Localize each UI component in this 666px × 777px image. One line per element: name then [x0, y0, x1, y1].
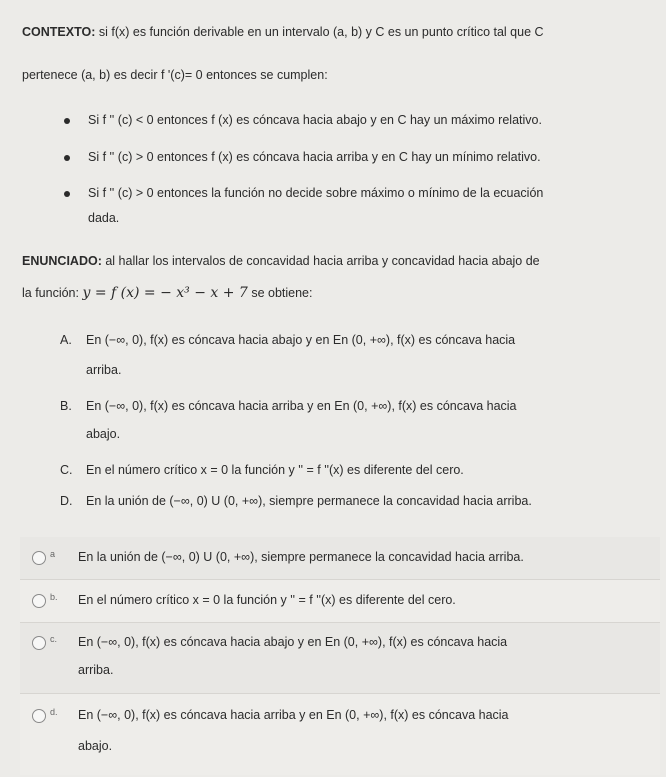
answer-option-d[interactable] — [20, 694, 660, 775]
statement-label: ENUNCIADO: — [22, 254, 102, 268]
option-a-letter: A. — [60, 333, 72, 347]
answer-choices — [20, 537, 660, 775]
context-bullet-3-cont: dada. — [88, 211, 120, 225]
statement-suffix: se obtiene: — [247, 286, 313, 300]
option-b-cont: abajo. — [86, 427, 121, 441]
answer-letter: b. — [50, 592, 58, 602]
bullet-dot — [64, 155, 70, 161]
statement-prefix: la función: — [22, 286, 83, 300]
answer-option-c[interactable] — [20, 623, 660, 694]
option-d-text: En la unión de (−∞, 0) U (0, +∞), siempre permanece la concavidad hacia arriba. — [86, 494, 532, 508]
option-a-text: En (−∞, 0), f(x) es cóncava hacia abajo y en En (0, +∞), f(x) es cóncava hacia — [86, 333, 516, 347]
function-expression: y = f (x) = − x³ − x + 7 — [82, 285, 248, 301]
answer-text-cont: abajo. — [78, 739, 113, 753]
radio-button[interactable] — [32, 551, 46, 565]
context-bullet-1: Si f '' (c) < 0 entonces f (x) es cóncava hacia abajo y en C hay un máximo relativo. — [88, 113, 542, 127]
option-a-cont: arriba. — [86, 363, 122, 377]
answer-option-b[interactable] — [20, 580, 660, 623]
answer-text: En la unión de (−∞, 0) U (0, +∞), siempre permanece la concavidad hacia arriba. — [78, 550, 524, 564]
answer-letter: a — [50, 549, 56, 559]
context-text-1: si f(x) es función derivable en un intervalo (a, b) y C es un punto crítico tal que C — [95, 25, 544, 39]
statement-line-2 — [22, 285, 312, 301]
answer-text-cont: arriba. — [78, 663, 114, 677]
context-line-1 — [22, 24, 544, 40]
answer-letter: d. — [50, 707, 58, 717]
answer-text: En (−∞, 0), f(x) es cóncava hacia arriba y en En (0, +∞), f(x) es cóncava hacia — [78, 708, 509, 722]
radio-button[interactable] — [32, 709, 46, 723]
answer-text: En el número crítico x = 0 la función y '' = f ''(x) es diferente del cero. — [78, 593, 456, 607]
context-label: CONTEXTO: — [22, 25, 96, 39]
statement-text-1: al hallar los intervalos de concavidad hacia arriba y concavidad hacia abajo de — [101, 254, 540, 268]
bullet-dot — [64, 191, 70, 197]
radio-button[interactable] — [32, 636, 46, 650]
option-c-letter: C. — [60, 463, 73, 477]
statement-line-1 — [22, 253, 540, 269]
answer-text: En (−∞, 0), f(x) es cóncava hacia abajo y en En (0, +∞), f(x) es cóncava hacia — [78, 635, 508, 649]
option-b-letter: B. — [60, 399, 72, 413]
answer-letter: c. — [50, 634, 58, 644]
answer-option-a[interactable] — [20, 537, 660, 580]
option-b-text: En (−∞, 0), f(x) es cóncava hacia arriba y en En (0, +∞), f(x) es cóncava hacia — [86, 399, 517, 413]
context-bullet-3: Si f '' (c) > 0 entonces la función no decide sobre máximo o mínimo de la ecuación — [88, 186, 544, 200]
radio-button[interactable] — [32, 594, 46, 608]
context-bullet-2: Si f '' (c) > 0 entonces f (x) es cóncava hacia arriba y en C hay un mínimo relativo. — [88, 150, 541, 164]
option-c-text: En el número crítico x = 0 la función y '' = f ''(x) es diferente del cero. — [86, 463, 464, 477]
bullet-dot — [64, 118, 70, 124]
context-line-2: pertenece (a, b) es decir f '(c)= 0 entonces se cumplen: — [22, 68, 328, 82]
option-d-letter: D. — [60, 494, 73, 508]
